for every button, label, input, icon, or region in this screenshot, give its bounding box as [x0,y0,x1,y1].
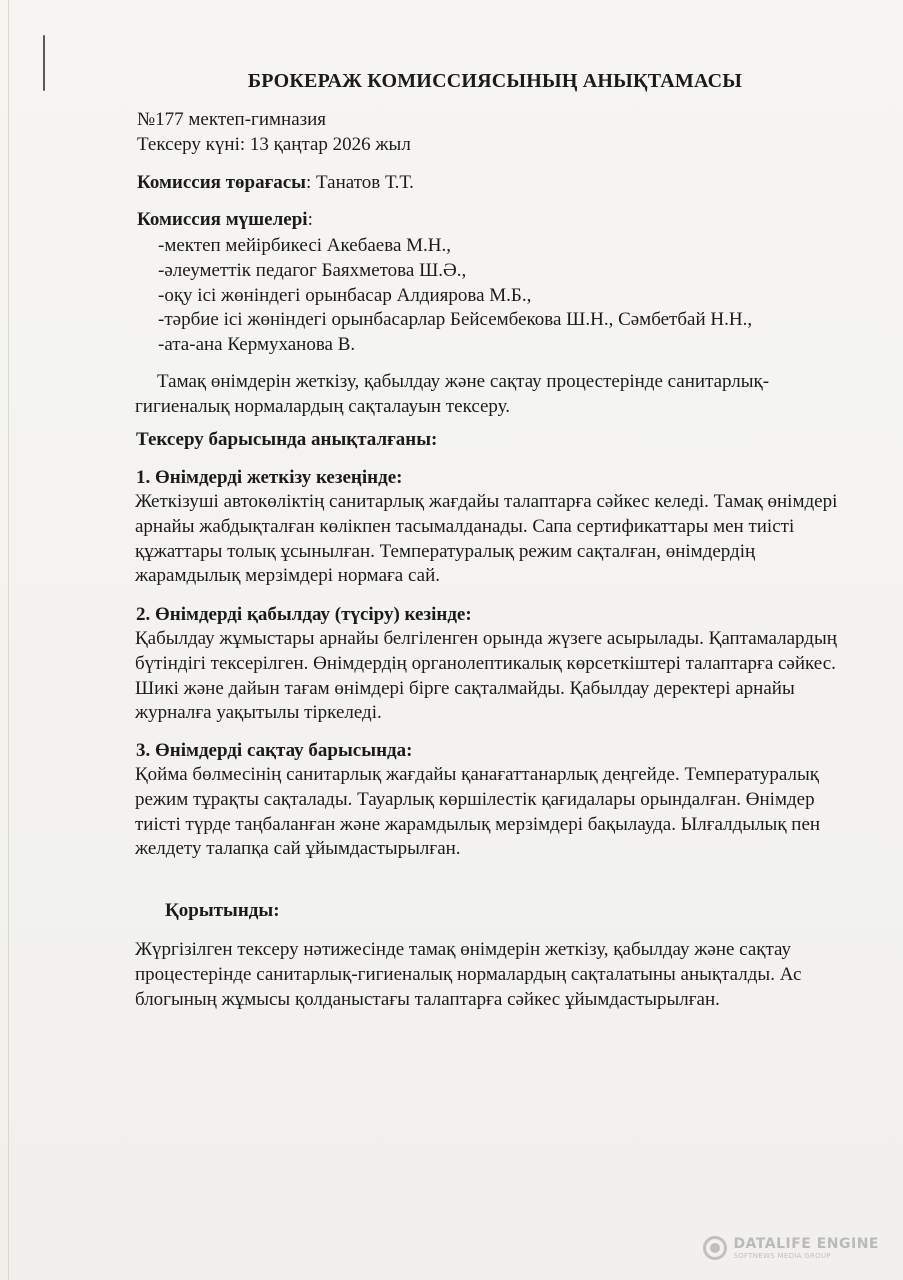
conclusion-heading: Қорытынды: [165,900,280,921]
section-text: Жеткізуші автокөліктің санитарлық жағдайы талаптарға сәйкес келеді. Тамақ өнімдері арнайы жабдықталған көлікпен тасымалданады. Сапа сертификаттары мен тиісті құжаттары толық ұсынылған. Температуралық режим сақталған, өнімдердің жарамдылық мерзімдері нормаға сай. [135,491,838,587]
chair-label: Комиссия төрағасы [137,172,306,193]
commission-chair [137,171,414,195]
member-item: -оқу ісі жөніндегі орынбасар Алдиярова М.Б., [158,285,532,306]
watermark-main: DATALIFE ENGINE [733,1235,879,1252]
conclusion-text: Жүргізілген тексеру нәтижесінде тамақ өнімдерін жеткізу, қабылдау және сақтау процестерінде санитарлық-гигиеналық нормалардың сақталатыны анықталды. Ас блогының жұмысы қолданыстағы талаптарға сәйкес ұйымдастырылған. [135,939,802,1010]
section-text: Қабылдау жұмыстары арнайы белгіленген орында жүзеге асырылады. Қаптамалардың бүтіндігі тексерілген. Өнімдердің органолептикалық көрсеткіштері талаптарға сәйкес. Шикі және дайын тағам өнімдері бірге сақталмайды. Қабылдау деректері арнайы журналға уақытылы тіркеледі. [135,628,837,724]
watermark-logo-icon [703,1236,727,1260]
watermark-sub: SOFTNEWS MEDIA GROUP [733,1251,831,1260]
member-item: -әлеуметтік педагог Баяхметова Ш.Ә., [158,260,467,281]
page-edge [8,0,9,1280]
section-text: Қойма бөлмесінің санитарлық жағдайы қанағаттанарлық деңгейде. Температуралық режим тұрақты сақталады. Тауарлық көршілестік қағидалары орындалған. Өнімдер тиісті түрде таңбаланған және жарамдылық мерзімдері бақылауда. Ылғалдылық пен желдету талапқа сай ұйымдастырылған. [135,764,821,860]
members-label: Комиссия мүшелері [137,209,308,230]
member-item: -мектеп мейірбикесі Акебаева М.Н., [158,235,451,256]
findings-heading: Тексеру барысында анықталғаны: [136,429,438,450]
chair-value: : Танатов Т.Т. [306,172,414,193]
member-item: -ата-ана Кермуханова В. [158,334,356,355]
member-item: -тәрбие ісі жөніндегі орынбасарлар Бейсембекова Ш.Н., Сәмбетбай Н.Н., [158,309,753,330]
members-colon: : [307,209,313,230]
watermark [703,1236,879,1260]
section-heading: 3. Өнімдерді сақтау барысында: [136,740,413,761]
commission-members-label [137,208,313,232]
section-heading: 1. Өнімдерді жеткізу кезеңінде: [136,467,403,488]
school-name: №177 мектеп-гимназия [137,109,327,130]
inspection-date: Тексеру күні: 13 қаңтар 2026 жыл [137,134,411,155]
document-title: БРОКЕРАЖ КОМИССИЯСЫНЫҢ АНЫҚТАМАСЫ [247,70,743,92]
section-heading: 2. Өнімдерді қабылдау (түсіру) кезінде: [136,604,472,625]
inspection-purpose: Тамақ өнімдерін жеткізу, қабылдау және сақтау процестерінде санитарлық-гигиеналық нормалардың сақталауын тексеру. [135,371,770,417]
